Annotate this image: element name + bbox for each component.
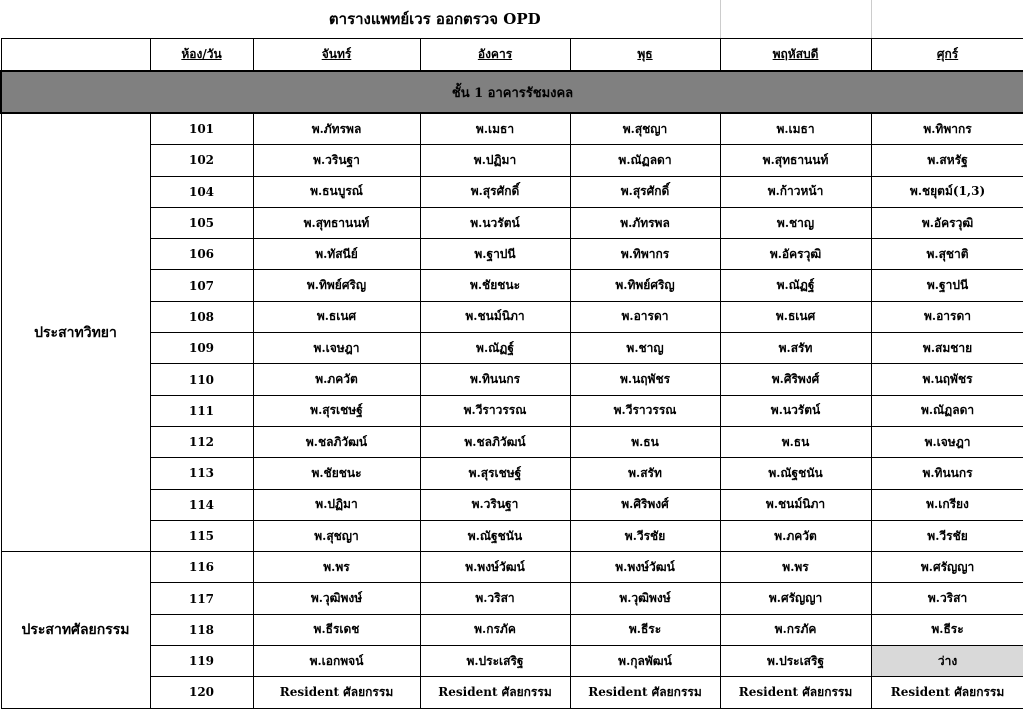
doctor-cell: พ.นวรัตน์ (420, 207, 570, 238)
table-row (1, 176, 1023, 207)
table-row (1, 207, 1023, 238)
doctor-cell: พ.วริสา (420, 583, 570, 614)
doctor-cell: พ.กุลพัฒน์ (570, 646, 720, 677)
table-row (1, 145, 1023, 176)
doctor-cell: พ.สุรเชษฐ์ (253, 395, 420, 426)
doctor-cell: พ.ศรัญญา (871, 552, 1023, 583)
doctor-cell: พ.นฤพัชร (871, 364, 1023, 395)
doctor-cell: พ.อารดา (570, 301, 720, 332)
room-number: 110 (150, 364, 253, 395)
doctor-cell: พ.ธเนศ (253, 301, 420, 332)
table-row (1, 301, 1023, 332)
doctor-cell: พ.ธน (720, 426, 871, 457)
table-row (1, 270, 1023, 301)
floor-row (1, 71, 1023, 113)
table-row (1, 646, 1023, 677)
room-number: 105 (150, 207, 253, 238)
header-row (1, 39, 1023, 72)
doctor-cell: พ.ชาญ (720, 207, 871, 238)
table-row (1, 489, 1023, 520)
room-number: 120 (150, 677, 253, 708)
doctor-cell: พ.วรินฐา (253, 145, 420, 176)
doctor-cell: พ.วุฒิพงษ์ (253, 583, 420, 614)
doctor-cell: พ.เกรียง (871, 489, 1023, 520)
doctor-cell: พ.ธีระ (871, 614, 1023, 645)
doctor-cell: พ.สหรัฐ (871, 145, 1023, 176)
doctor-cell: พ.วีรชัย (570, 520, 720, 551)
table-row (1, 426, 1023, 457)
room-number: 118 (150, 614, 253, 645)
doctor-cell: พ.พร (720, 552, 871, 583)
doctor-cell: พ.กรภัค (720, 614, 871, 645)
doctor-cell: พ.ปฏิมา (420, 145, 570, 176)
doctor-cell: พ.ศิริพงศ์ (720, 364, 871, 395)
page-title: ตารางแพทย์เวร ออกตรวจ OPD (150, 0, 720, 39)
doctor-cell: พ.ณัฏลดา (871, 395, 1023, 426)
room-number: 108 (150, 301, 253, 332)
doctor-cell: Resident ศัลยกรรม (253, 677, 420, 708)
doctor-cell: Resident ศัลยกรรม (570, 677, 720, 708)
room-number: 111 (150, 395, 253, 426)
room-number: 104 (150, 176, 253, 207)
empty-slot-cell: ว่าง (871, 646, 1023, 677)
doctor-cell: พ.สุทธานนท์ (720, 145, 871, 176)
doctor-cell: พ.ศิริพงศ์ (570, 489, 720, 520)
department-label: ประสาทวิทยา (1, 113, 150, 552)
doctor-cell: พ.ก้าวหน้า (720, 176, 871, 207)
department-label: ประสาทศัลยกรรม (1, 552, 150, 708)
doctor-cell: พ.ภควัต (253, 364, 420, 395)
room-number: 113 (150, 458, 253, 489)
doctor-cell: พ.ณัฏฐ์ (720, 270, 871, 301)
doctor-cell: พ.ธีระ (570, 614, 720, 645)
table-row (1, 333, 1023, 364)
room-number: 106 (150, 239, 253, 270)
header-day-mon: จันทร์ (253, 39, 420, 72)
doctor-cell: พ.ชลภิวัฒน์ (420, 426, 570, 457)
room-number: 107 (150, 270, 253, 301)
table-row (1, 239, 1023, 270)
doctor-cell: พ.ธีรเดช (253, 614, 420, 645)
room-number: 109 (150, 333, 253, 364)
doctor-cell: พ.ณัฏลดา (570, 145, 720, 176)
doctor-cell: พ.ภัทรพล (570, 207, 720, 238)
doctor-cell: พ.ปฏิมา (253, 489, 420, 520)
doctor-cell: พ.วีราวรรณ (570, 395, 720, 426)
doctor-cell: พ.ศรัญญา (720, 583, 871, 614)
room-number: 102 (150, 145, 253, 176)
doctor-cell: พ.ชาญ (570, 333, 720, 364)
table-row (1, 395, 1023, 426)
doctor-cell: พ.ชยุตม์(1,3) (871, 176, 1023, 207)
table-row (1, 520, 1023, 551)
doctor-cell: พ.วรินฐา (420, 489, 570, 520)
doctor-cell: พ.เจษฎา (871, 426, 1023, 457)
header-day-wed: พุธ (570, 39, 720, 72)
doctor-cell: พ.สุชญา (570, 113, 720, 145)
table-row (1, 552, 1023, 583)
doctor-cell: พ.ทัสนีย์ (253, 239, 420, 270)
doctor-cell: พ.วีราวรรณ (420, 395, 570, 426)
table-row (1, 677, 1023, 708)
table-row (1, 364, 1023, 395)
doctor-cell: พ.เจษฎา (253, 333, 420, 364)
table-row (1, 458, 1023, 489)
doctor-cell: พ.ณัฏฐ์ (420, 333, 570, 364)
doctor-cell: พ.สุชญา (253, 520, 420, 551)
doctor-cell: พ.ธเนศ (720, 301, 871, 332)
doctor-cell: พ.ชัยชนะ (420, 270, 570, 301)
doctor-cell: พ.นวรัตน์ (720, 395, 871, 426)
doctor-cell: พ.ทิพย์ศริญ (570, 270, 720, 301)
doctor-cell: พ.สุรศักดิ์ (420, 176, 570, 207)
doctor-cell: พ.วุฒิพงษ์ (570, 583, 720, 614)
doctor-cell: Resident ศัลยกรรม (720, 677, 871, 708)
doctor-cell: พ.เอกพจน์ (253, 646, 420, 677)
doctor-cell: พ.ฐาปนี (871, 270, 1023, 301)
doctor-cell: พ.สมชาย (871, 333, 1023, 364)
doctor-cell: พ.วริสา (871, 583, 1023, 614)
room-number: 114 (150, 489, 253, 520)
header-room-day: ห้อง/วัน (150, 39, 253, 72)
room-number: 116 (150, 552, 253, 583)
room-number: 112 (150, 426, 253, 457)
doctor-cell: พ.ทินนกร (420, 364, 570, 395)
doctor-cell: พ.สุรศักดิ์ (570, 176, 720, 207)
doctor-cell: พ.เมธา (720, 113, 871, 145)
title-row (1, 0, 1023, 39)
doctor-cell: พ.สุทธานนท์ (253, 207, 420, 238)
header-day-tue: อังคาร (420, 39, 570, 72)
doctor-cell: พ.ทิพย์ศริญ (253, 270, 420, 301)
doctor-cell: พ.กรภัค (420, 614, 570, 645)
doctor-cell: พ.ภควัต (720, 520, 871, 551)
doctor-cell: พ.วีรชัย (871, 520, 1023, 551)
doctor-cell: พ.ทิพากร (570, 239, 720, 270)
header-blank-cell (1, 39, 150, 72)
header-day-fri: ศุกร์ (871, 39, 1023, 72)
doctor-cell: พ.พร (253, 552, 420, 583)
doctor-cell: พ.พงษ์วัฒน์ (420, 552, 570, 583)
table-row (1, 113, 1023, 145)
doctor-cell: พ.ประเสริฐ (720, 646, 871, 677)
floor-label: ชั้น 1 อาคารรัชมงคล (1, 71, 1023, 113)
doctor-cell: พ.ธนบูรณ์ (253, 176, 420, 207)
doctor-cell: พ.สุชาติ (871, 239, 1023, 270)
doctor-cell: พ.ธน (570, 426, 720, 457)
doctor-cell: พ.ณัฐชนัน (720, 458, 871, 489)
doctor-cell: พ.ชนม์นิภา (420, 301, 570, 332)
doctor-cell: พ.อารดา (871, 301, 1023, 332)
doctor-cell: Resident ศัลยกรรม (871, 677, 1023, 708)
doctor-cell: พ.ชนม์นิภา (720, 489, 871, 520)
table-row (1, 614, 1023, 645)
table-row (1, 583, 1023, 614)
room-number: 117 (150, 583, 253, 614)
doctor-cell: พ.สรัท (720, 333, 871, 364)
doctor-cell: พ.ประเสริฐ (420, 646, 570, 677)
doctor-cell: พ.ฐาปนี (420, 239, 570, 270)
doctor-cell: พ.ชลภิวัฒน์ (253, 426, 420, 457)
doctor-cell: พ.สุรเชษฐ์ (420, 458, 570, 489)
doctor-cell: พ.อัครวุฒิ (871, 207, 1023, 238)
doctor-cell: พ.เมธา (420, 113, 570, 145)
doctor-cell: พ.ณัฐชนัน (420, 520, 570, 551)
doctor-cell: Resident ศัลยกรรม (420, 677, 570, 708)
doctor-cell: พ.พงษ์วัฒน์ (570, 552, 720, 583)
room-number: 119 (150, 646, 253, 677)
doctor-cell: พ.สรัท (570, 458, 720, 489)
doctor-cell: พ.ชัยชนะ (253, 458, 420, 489)
doctor-cell: พ.ทิพากร (871, 113, 1023, 145)
header-day-thu: พฤหัสบดี (720, 39, 871, 72)
doctor-cell: พ.ภัทรพล (253, 113, 420, 145)
room-number: 115 (150, 520, 253, 551)
room-number: 101 (150, 113, 253, 145)
doctor-cell: พ.นฤพัชร (570, 364, 720, 395)
doctor-cell: พ.อัครวุฒิ (720, 239, 871, 270)
doctor-cell: พ.ทินนกร (871, 458, 1023, 489)
